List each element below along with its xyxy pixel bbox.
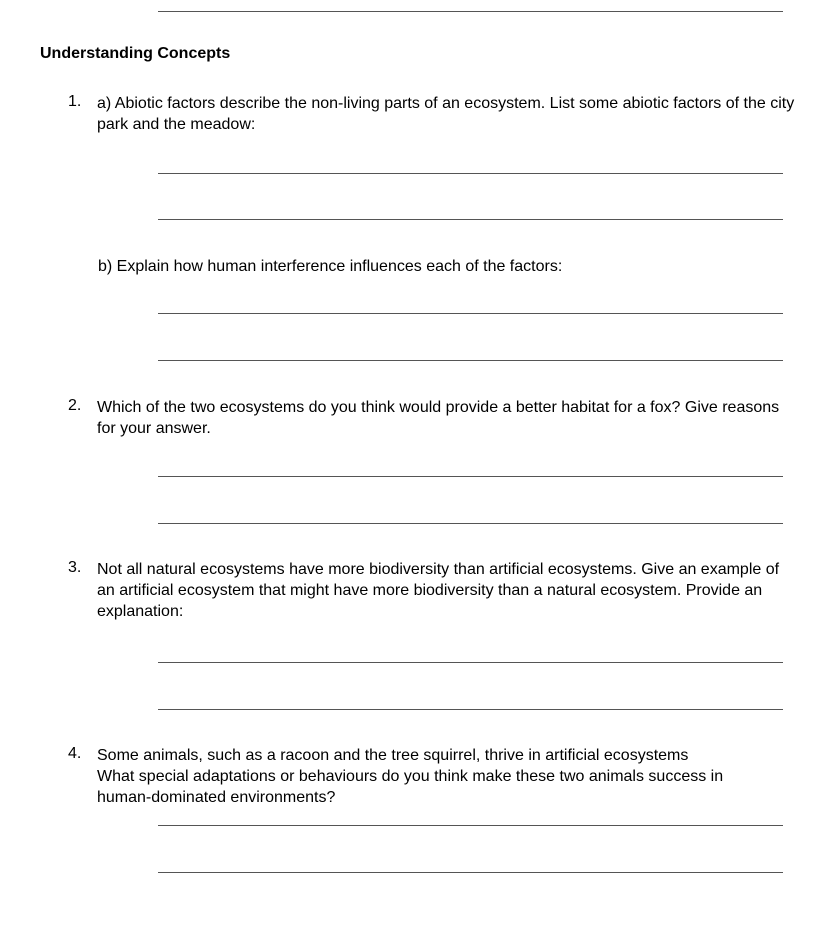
answer-line[interactable] — [158, 872, 783, 873]
answer-line[interactable] — [158, 825, 783, 826]
answer-line[interactable] — [158, 360, 783, 361]
question-4-line: human-dominated environments? — [97, 789, 336, 806]
answer-line[interactable] — [158, 709, 783, 710]
question-4-line: What special adaptations or behaviours do you think make these two animals success in — [97, 768, 724, 785]
question-3-text: Not all natural ecosystems have more biodiversity than artificial ecosystems. Give an example of an artificial ecosystem that might have more biodiversity than a natural ecosystem. Provide an explanation: — [97, 561, 780, 620]
question-4-text — [97, 745, 807, 808]
answer-line[interactable] — [158, 523, 783, 524]
question-4-line: Some animals, such as a racoon and the tree squirrel, thrive in artificial ecosystems — [97, 747, 689, 764]
question-2-text: Which of the two ecosystems do you think would provide a better habitat for a fox? Give reasons for your answer. — [97, 399, 780, 437]
answer-line[interactable] — [158, 662, 783, 663]
answer-line[interactable] — [158, 313, 783, 314]
question-number: 2. — [68, 397, 82, 414]
question-1a-text: a) Abiotic factors describe the non-living parts of an ecosystem. List some abiotic factors of the city park and the meadow: — [97, 95, 795, 133]
section-heading: Understanding Concepts — [40, 45, 231, 62]
answer-line[interactable] — [158, 11, 783, 12]
question-number: 1. — [68, 93, 82, 110]
answer-line[interactable] — [158, 476, 783, 477]
question-number: 3. — [68, 559, 82, 576]
question-1b-text: b) Explain how human interference influences each of the factors: — [98, 258, 563, 275]
answer-line[interactable] — [158, 219, 783, 220]
answer-line[interactable] — [158, 173, 783, 174]
question-number: 4. — [68, 745, 82, 762]
